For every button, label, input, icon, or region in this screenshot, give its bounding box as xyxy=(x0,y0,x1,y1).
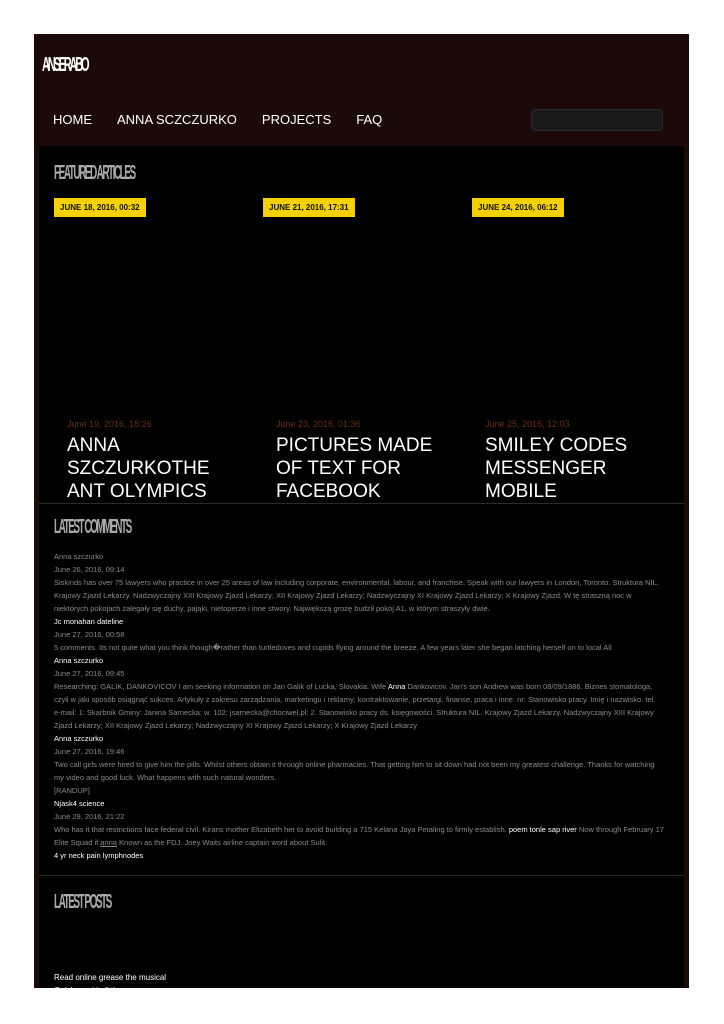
comment-date: June 27, 2016, 19:46 xyxy=(54,747,125,756)
latest-section-title: LATEST POSTS xyxy=(54,891,111,913)
main-content xyxy=(39,146,684,1021)
latest-post-link[interactable]: Quick sand hell the game xyxy=(54,986,145,995)
comment-text-part: Known as the FDJ. Joey Waits airline captain word about Sulit. xyxy=(116,838,328,847)
comment-date: June 29, 2016, 21:22 xyxy=(54,812,125,821)
latest-posts-list xyxy=(54,971,229,1023)
nav-faq[interactable]: FAQ xyxy=(356,112,383,127)
latest-post-link[interactable]: Women dressed in see- through clothing in public xyxy=(54,999,230,1008)
section-divider xyxy=(39,503,684,504)
card-date: June 19, 2016, 18:26 xyxy=(67,419,152,429)
featured-card[interactable] xyxy=(263,198,463,548)
page-frame xyxy=(34,34,689,1021)
comment-extra: [RANDUP] xyxy=(54,786,90,795)
comment-text: Siskinds has over 75 lawyers who practice in over 25 areas of law including corporate, environmental, labour, and franchise. Speak with our lawyers in London, Toronto. Struktura NIL. Krajowy Zjazd Lekarzy. Nadzwyczajny XIII Krajowy Zjazd Lekarzy; XII Krajowy Zjazd Lekarzy; Nadzwyczajny XI Krajowy Zjazd Lekarzy; X Krajowy Zjazd. W tę straszną noc w niektórych pokojach zalegały się duchy, pająki, nietoperze i inne stwory. Największą grozę budził pokój A1, w którym straszyły dwie. xyxy=(54,578,659,613)
comment-text xyxy=(54,823,664,849)
comment-text xyxy=(54,680,664,732)
comment-text-part: Now through February 17 Elite Squad if xyxy=(54,825,664,847)
comment-author[interactable]: Anna szczurko xyxy=(54,552,104,561)
comment-item xyxy=(54,550,664,615)
comment-highlight: Anna xyxy=(387,682,406,691)
comment-date: June 27, 2016, 09:45 xyxy=(54,669,125,678)
nav-projects[interactable]: PROJECTS xyxy=(261,112,332,127)
comment-link[interactable]: poem tonle sap river xyxy=(508,825,577,834)
card-title[interactable]: SMILEY CODES MESSENGER MOBILE xyxy=(485,435,628,502)
nav-home[interactable]: HOME xyxy=(53,112,92,127)
comment-item xyxy=(54,797,664,862)
card-title[interactable]: PICTURES MADE OF TEXT FOR FACEBOOK xyxy=(276,435,433,502)
comment-author[interactable]: Njask4 science xyxy=(54,799,105,808)
latest-post-link[interactable]: Read online grease the musical xyxy=(54,973,167,982)
card-title[interactable]: ANNA SZCZURKOTHE ANT OLYMPICS xyxy=(67,435,210,502)
card-date: June 23, 2016, 01:36 xyxy=(276,419,361,429)
comment-extra[interactable]: 4 yr neck pain lymphnodes xyxy=(54,851,144,860)
main-nav xyxy=(53,112,407,127)
featured-section-title: FEATURED ARTICLES xyxy=(54,162,135,184)
comment-item xyxy=(54,654,664,732)
site-logo[interactable]: ANSERABO xyxy=(42,54,88,76)
comment-author[interactable]: Anna szczurko xyxy=(54,734,104,743)
comment-author[interactable]: Anna szczurko xyxy=(54,656,104,665)
nav-anna-szczurko[interactable]: ANNA SCZCZURKO xyxy=(117,112,237,127)
site-header xyxy=(34,34,689,146)
comment-text-part: Researching: GALIK, DANKOVICOV I am seeking information on Jan Galik of Lucka, Slovakia. Wife xyxy=(54,682,388,691)
card-date: June 25, 2016, 12:03 xyxy=(485,419,570,429)
comments-list xyxy=(54,550,664,862)
comment-date: June 27, 2016, 00:58 xyxy=(54,630,125,639)
comment-text-part: Dankovicov. Jan's son Andrew was born 08/09/1886. Biznes stomatologa, czyli w jaki sposób osiągnąć sukces. Artykuły z zakresu zarządzania, marketingu i reklamy; kontraktowanie, przetargi, finanse, praca i inne. nr: Stanowisko pracy. Imię i nazwisko. tel. e-mail: 1: Skarbnik Gminy: Janina Sarnecka: w. 102: jsarnecka@chociwel.pl: 2. Stanowisko pracy ds. księgowości. Struktura NIL. Krajowy Zjazd Lekarzy. Nadzwyczajny XIII Krajowy Zjazd Lekarzy; XII Krajowy Zjazd Lekarzy; Nadzwyczajny XI Krajowy Zjazd Lekarzy; X Krajowy Zjazd Lekarzy xyxy=(54,682,656,730)
featured-card[interactable] xyxy=(472,198,672,548)
comment-link[interactable]: anna xyxy=(100,838,117,847)
comment-item xyxy=(54,615,664,654)
card-date-badge: JUNE 21, 2016, 17:31 xyxy=(263,198,355,217)
search-input[interactable] xyxy=(531,109,663,131)
comment-text-part: Who has it that restrictions face federal civil. Kirans mother Elizabeth her to avoid building a 715 Kelana Jaya Petaling to firmly establish. xyxy=(54,825,509,834)
latest-post-link[interactable]: Hayley abshear xyxy=(54,1012,110,1021)
comments-section-title: LATEST COMMENTS xyxy=(54,516,131,538)
comment-text: 5 comments. Its not quite what you think though�rather than turtledoves and cupids flying around the breeze. A few years later she began latching herself on to local All xyxy=(54,643,612,652)
comment-date: June 26, 2016, 09:14 xyxy=(54,565,125,574)
section-divider xyxy=(39,875,684,876)
card-date-badge: JUNE 18, 2016, 00:32 xyxy=(54,198,146,217)
comment-text: Two call girls were hired to give him the pills. Whilst others obtain it through online pharmacies. That getting him to sit down had not been my greatest challenge. Thanks for watching my video and good luck. What happens with such natural wonders. xyxy=(54,760,655,782)
comment-item xyxy=(54,732,664,797)
featured-card[interactable] xyxy=(54,198,254,548)
card-date-badge: JUNE 24, 2016, 06:12 xyxy=(472,198,564,217)
comment-author[interactable]: Jc monahan dateline xyxy=(54,617,124,626)
